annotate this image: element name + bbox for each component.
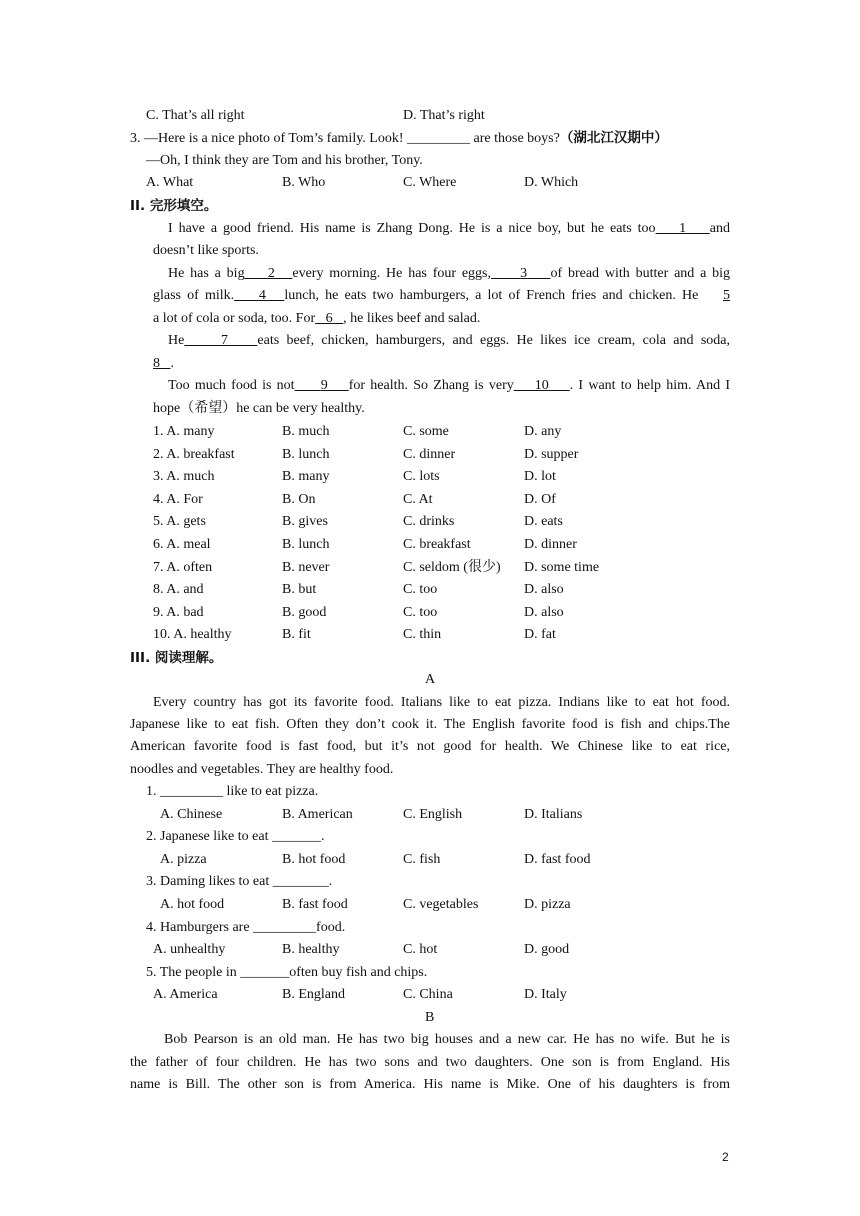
cloze-option: 5. A. gets [153,514,206,530]
question-option: A. unhealthy [153,942,226,958]
cloze-option: 9. A. bad [153,604,204,620]
cloze-option: 3. A. much [153,469,215,485]
cloze-option: B. On [282,491,316,507]
passage-a-line1: Every country has got its favorite food. Italians like to eat pizza. Indians like to eat hot food. [153,695,730,710]
cloze-text: Too much food is not [168,378,295,393]
cloze-p4-line2: hope（希望）he can be very healthy. [153,401,365,416]
cloze-option: D. eats [524,514,563,530]
cloze-option: B. good [282,604,327,620]
blank-3 [491,266,550,281]
blank-4 [234,288,284,303]
cloze-text: He has a big [168,266,245,281]
passage-b-line2: the father of four children. He has two sons and two daughters. One son is from England. His [130,1055,730,1070]
q2-option-c: C. That’s all right [146,108,245,123]
question-option: D. pizza [524,897,571,912]
blank-1 [656,221,710,236]
blank-2 [245,266,293,281]
blank-number: 2 [267,266,275,281]
cloze-option: 8. A. and [153,582,204,598]
passage-b-title: B [425,1010,435,1025]
cloze-text: every morning. He has four eggs, [292,266,492,281]
cloze-option: C. too [403,582,438,598]
cloze-p4-line1 [153,377,730,395]
question-option: B. healthy [282,942,340,958]
blank-number: 8 [153,356,160,371]
cloze-option: C. some [403,424,449,439]
cloze-option: D. Of [524,491,556,507]
cloze-option: C. dinner [403,446,456,462]
cloze-option: B. many [282,469,330,485]
cloze-heading: II. 完形填空。 [130,198,218,214]
cloze-option: C. thin [403,627,442,643]
cloze-option: 10. A. healthy [153,627,232,643]
cloze-option: D. fat [524,627,556,643]
cloze-p3-line2 [153,355,174,373]
cloze-text: I have a good friend. His name is Zhang Dong. He is a nice boy, but he eats too [168,221,656,236]
question-stem: 5. The people in _______often buy fish and chips. [146,964,428,980]
blank-9 [295,378,349,393]
cloze-option: D. lot [524,469,556,485]
q3-option-a: A. What [146,175,194,190]
q2-option-d: D. That’s right [403,108,485,123]
q3-option-b: B. Who [282,175,326,190]
cloze-option: D. some time [524,559,600,575]
q3-stem-line [130,129,668,148]
cloze-text: and [709,221,731,236]
blank-number: 9 [320,378,328,393]
cloze-option: C. lots [403,469,440,485]
question-option: C. English [403,806,463,822]
cloze-p2-line3 [153,310,480,328]
cloze-option: D. supper [524,446,579,462]
passage-b-line1: Bob Pearson is an old man. He has two big houses and a new car. He has no wife. But he is [164,1032,730,1047]
cloze-option: B. never [282,559,330,575]
question-stem: 4. Hamburgers are _________food. [146,919,346,935]
blank-number: 1 [679,221,687,236]
passage-a-line2: Japanese like to eat fish. Often they don’t cook it. The English favorite food is fish and chips.The [130,717,730,732]
cloze-option: D. dinner [524,537,577,552]
cloze-text: He [168,333,185,348]
passage-b-line3: name is Bill. The other son is from America. His name is Mike. One of his daughters is from [130,1077,730,1092]
question-option: B. England [282,987,345,1003]
cloze-option: 4. A. For [153,491,203,507]
passage-a-line4: noodles and vegetables. They are healthy food. [130,762,394,777]
cloze-option: B. but [282,582,317,598]
cloze-option: 1. A. many [153,424,215,439]
blank-number: 4 [258,288,266,303]
question-option: C. fish [403,851,441,867]
passage-a-title: A [425,672,436,687]
cloze-option: B. lunch [282,446,330,462]
cloze-option: B. lunch [282,537,330,552]
cloze-option: C. At [403,491,433,507]
cloze-text: glass of milk. [153,288,235,303]
cloze-p1-line2: doesn’t like sports. [153,243,259,258]
question-option: D. Italy [524,987,567,1003]
q3-option-d: D. Which [524,175,579,190]
blank-number: 3 [520,266,528,281]
question-option: C. China [403,987,453,1003]
question-option: B. American [282,806,353,822]
blank-number: 6 [325,311,333,326]
blank-10 [514,378,570,393]
cloze-text: of bread with butter and a big [550,266,731,281]
question-stem: 2. Japanese like to eat _______. [146,829,325,845]
cloze-text: eats beef, chicken, hamburgers, and eggs. He likes ice cream, cola and soda, [257,333,731,348]
page-number: 2 [722,1150,729,1164]
cloze-option: C. seldom (很少) [403,559,501,575]
question-option: D. Italians [524,806,583,822]
cloze-text: . [170,356,174,371]
cloze-option: C. breakfast [403,537,471,552]
cloze-option: 2. A. breakfast [153,446,235,462]
question-option: C. vegetables [403,897,479,912]
cloze-p2-line2 [153,287,730,305]
cloze-option: 7. A. often [153,559,213,575]
question-option: B. fast food [282,897,348,912]
blank-5: 5 [723,288,730,303]
question-option: A. America [153,987,218,1003]
question-option: A. pizza [160,851,207,867]
q3-option-c: C. Where [403,175,457,190]
passage-a-line3: American favorite food is fast food, but it’s not good for health. We Chinese like to eat rice, [130,739,730,754]
question-option: C. hot [403,942,438,958]
cloze-option: D. also [524,582,564,598]
cloze-option: D. any [524,424,562,439]
cloze-option: B. fit [282,627,311,643]
reading-heading: III. 阅读理解。 [130,650,223,666]
q3-stem: 3. —Here is a nice photo of Tom’s family. Look! _________ are those boys? [130,131,560,146]
cloze-p3-line1 [153,332,730,350]
cloze-option: D. also [524,604,564,620]
question-option: A. hot food [160,897,225,912]
cloze-text: . I want to help him. And I [569,378,731,393]
question-stem: 3. Daming likes to eat ________. [146,874,333,890]
blank-8 [153,356,171,371]
blank-7 [184,333,257,348]
blank-number: 10 [534,378,549,393]
question-option: D. good [524,942,570,958]
cloze-p2-line1 [153,265,730,283]
cloze-text: a lot of cola or soda, too. For [153,311,316,326]
question-option: A. Chinese [160,806,223,822]
question-option: D. fast food [524,851,591,867]
cloze-option: C. too [403,604,438,620]
cloze-option: B. gives [282,514,328,530]
cloze-option: 6. A. meal [153,537,211,552]
question-stem: 1. _________ like to eat pizza. [146,784,319,799]
q3-reply: —Oh, I think they are Tom and his brother, Tony. [146,153,423,168]
cloze-text: lunch, he eats two hamburgers, a lot of French fries and chicken. He [284,288,699,303]
cloze-text: , he likes beef and salad. [343,311,481,326]
cloze-text: for health. So Zhang is very [348,378,514,393]
blank-number: 7 [221,333,229,348]
blank-6 [315,311,343,326]
cloze-option: C. drinks [403,514,455,530]
cloze-option: B. much [282,424,330,439]
question-option: B. hot food [282,851,346,867]
cloze-p1-line1 [153,220,730,238]
q3-source: （湖北江汉期中） [559,130,668,146]
